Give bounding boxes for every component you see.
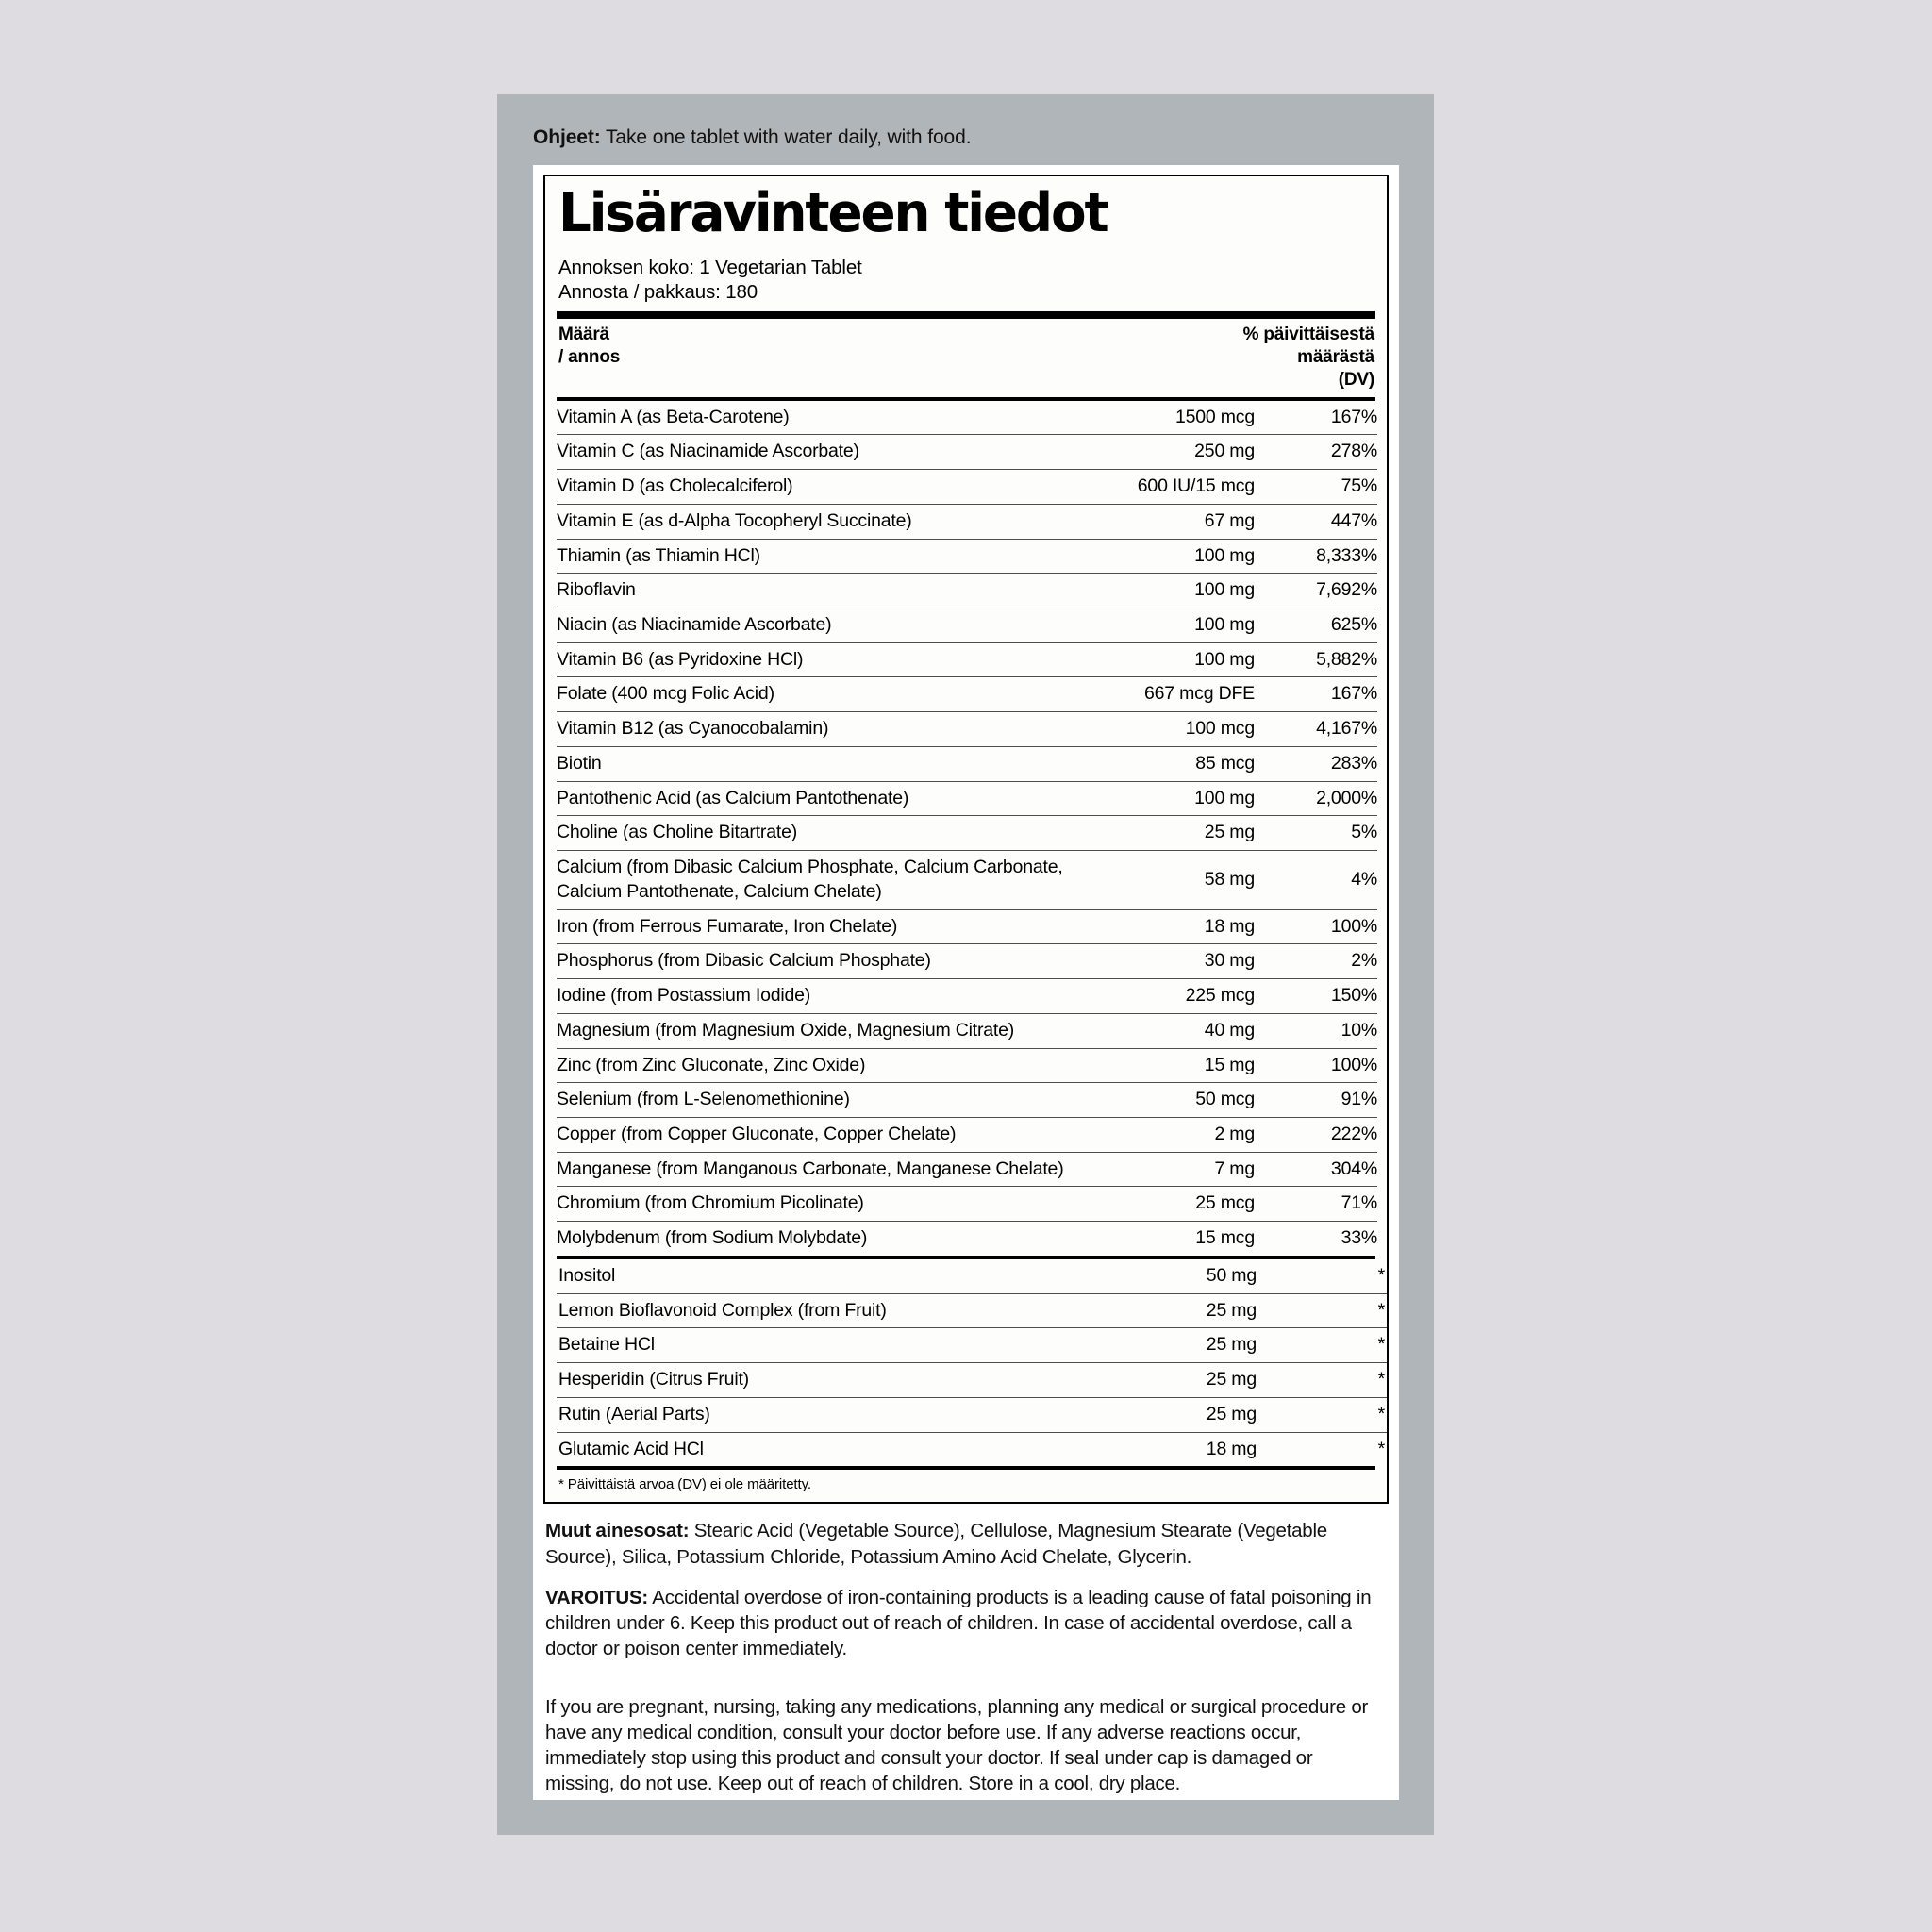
nutrient-name: Iron (from Ferrous Fumarate, Iron Chelate): [557, 909, 1085, 944]
label-card: [497, 94, 1434, 1835]
nutrient-amount: 100 mg: [1085, 608, 1255, 642]
table-row: [557, 504, 1377, 539]
nutrient-amount: 15 mg: [1085, 1048, 1255, 1083]
dv-header-line2: määrästä: [1297, 347, 1374, 368]
nutrient-name: Niacin (as Niacinamide Ascorbate): [557, 608, 1085, 642]
table-row: [557, 1397, 1387, 1432]
table-row: [557, 1013, 1377, 1048]
table-row: [557, 1259, 1387, 1293]
table-row: [557, 979, 1377, 1014]
nutrient-name: Manganese (from Manganous Carbonate, Manganese Chelate): [557, 1152, 1085, 1187]
nutrient-amount: 100 mg: [1085, 574, 1255, 608]
nutrient-name: Lemon Bioflavonoid Complex (from Fruit): [557, 1293, 1087, 1328]
nutrient-daily-value: *: [1262, 1259, 1387, 1293]
other-ingredients-label: Muut ainesosat:: [545, 1520, 690, 1542]
nutrient-amount: 225 mcg: [1085, 979, 1255, 1014]
nutrient-name: Glutamic Acid HCl: [558, 1438, 704, 1459]
nutrient-daily-value: 4,167%: [1255, 712, 1377, 747]
nutrient-daily-value: 33%: [1341, 1227, 1377, 1249]
nutrient-amount: 7 mg: [1085, 1152, 1255, 1187]
nutrient-amount: 600 IU/15 mcg: [1085, 470, 1255, 505]
disclaimer-paragraph: If you are pregnant, nursing, taking any medications, planning any medical or surgical procedure or have any medical condition, consult your doctor before use. If any adverse reactions occur, immediately stop using this product and consult your doctor. If seal under cap is damaged or missing, do not use. Keep out of reach of children. Store in a cool, dry place.: [545, 1695, 1369, 1795]
nutrient-name: Vitamin E (as d-Alpha Tocopheryl Succinate): [557, 504, 1085, 539]
nutrient-amount: 18 mg: [1206, 1438, 1257, 1459]
amount-per-serving-header: [558, 324, 620, 369]
nutrient-daily-value: 2%: [1255, 944, 1377, 979]
table-row: [557, 1363, 1387, 1398]
nutrient-amount: 25 mcg: [1085, 1187, 1255, 1222]
table-row: [557, 574, 1377, 608]
table-row: [557, 470, 1377, 505]
nutrient-name: Riboflavin: [557, 574, 1085, 608]
nutrient-amount: 100 mg: [1085, 781, 1255, 816]
nutrient-name: Betaine HCl: [557, 1328, 1087, 1363]
nutrient-amount: 18 mg: [1085, 909, 1255, 944]
nutrient-daily-value: *: [1262, 1363, 1387, 1398]
table-row: [557, 642, 1377, 677]
daily-value-header: [1243, 324, 1374, 391]
table-row: [557, 1432, 1387, 1466]
table-row: [557, 677, 1377, 712]
nutrient-daily-value: *: [1262, 1397, 1387, 1432]
nutrient-daily-value: 167%: [1255, 401, 1377, 435]
nutrient-name: Vitamin C (as Niacinamide Ascorbate): [557, 435, 1085, 470]
nutrient-name: Rutin (Aerial Parts): [557, 1397, 1087, 1432]
warning-label: VAROITUS:: [545, 1586, 648, 1608]
nutrient-daily-value: 7,692%: [1255, 574, 1377, 608]
nutrient-name: Selenium (from L-Selenomethionine): [557, 1083, 1085, 1118]
nutrient-daily-value: 100%: [1255, 909, 1377, 944]
table-row: [557, 851, 1377, 909]
nutrient-amount: 1500 mcg: [1085, 401, 1255, 435]
table-row: [557, 608, 1377, 642]
table-column-headers: [557, 319, 1375, 396]
nutrient-daily-value: 4%: [1255, 851, 1377, 909]
directions-text: Take one tablet with water daily, with food.: [606, 126, 972, 148]
nutrient-name: Pantothenic Acid (as Calcium Pantothenate): [557, 781, 1085, 816]
table-row: [557, 1222, 1377, 1256]
nutrient-name: Hesperidin (Citrus Fruit): [557, 1363, 1087, 1398]
other-ingredients-text: Stearic Acid (Vegetable Source), Cellulose, Magnesium Stearate (Vegetable Source), Silica, Potassium Chloride, Potassium Amino Acid Chelate, Glycerin.: [545, 1520, 1327, 1568]
nutrient-daily-value: 167%: [1255, 677, 1377, 712]
nutrient-daily-value: 222%: [1255, 1117, 1377, 1152]
servings-per-container: Annosta / pakkaus: 180: [558, 281, 758, 304]
nutrient-name: Zinc (from Zinc Gluconate, Zinc Oxide): [557, 1048, 1085, 1083]
nutrient-daily-value: 75%: [1255, 470, 1377, 505]
nutrient-name: Biotin: [557, 746, 1085, 781]
nutrient-daily-value: 447%: [1255, 504, 1377, 539]
nutrient-amount: 250 mg: [1085, 435, 1255, 470]
nutrient-name: Calcium (from Dibasic Calcium Phosphate, Calcium Carbonate, Calcium Pantothenate, Calcium Chelate): [557, 851, 1085, 909]
table-row: [557, 1293, 1387, 1328]
table-row: [557, 1187, 1377, 1222]
nutrient-name: Vitamin B12 (as Cyanocobalamin): [557, 712, 1085, 747]
nutrient-daily-value: 71%: [1255, 1187, 1377, 1222]
table-row: [557, 712, 1377, 747]
warning-paragraph: [543, 1585, 1389, 1662]
nutrient-daily-value: 2,000%: [1255, 781, 1377, 816]
nutrient-amount: 30 mg: [1085, 944, 1255, 979]
nutrient-name: Folate (400 mcg Folic Acid): [557, 677, 1085, 712]
page-title: Lisäravinteen tiedot: [558, 182, 1108, 244]
warning-text: Accidental overdose of iron-containing products is a leading cause of fatal poisoning in children under 6. Keep this product out of reach of children. In case of accidental overdose, call a doctor or poison center immediately.: [545, 1586, 1372, 1660]
nutrient-amount: 100 mg: [1085, 539, 1255, 574]
table-row: [557, 816, 1377, 851]
nutrient-amount: 67 mg: [1085, 504, 1255, 539]
table-row: [557, 944, 1377, 979]
nutrient-daily-value: *: [1262, 1293, 1387, 1328]
table-row: [557, 401, 1377, 435]
nutrient-amount: 25 mg: [1085, 816, 1255, 851]
nutrient-amount: 25 mg: [1087, 1293, 1262, 1328]
other-ingredients: [543, 1518, 1389, 1570]
supplement-facts-box: [543, 175, 1389, 1504]
nutrient-amount: 15 mcg: [1195, 1227, 1255, 1249]
nutrient-amount: 40 mg: [1085, 1013, 1255, 1048]
divider-thick-top: [557, 311, 1375, 319]
nutrient-daily-value: *: [1377, 1438, 1385, 1459]
nutrient-daily-value: 283%: [1255, 746, 1377, 781]
serving-size: Annoksen koko: 1 Vegetarian Tablet: [558, 256, 862, 278]
nutrient-name: Copper (from Copper Gluconate, Copper Chelate): [557, 1117, 1085, 1152]
dv-header-line1: % päivittäisestä: [1242, 325, 1374, 345]
nutrient-name: Choline (as Choline Bitartrate): [557, 816, 1085, 851]
nutrient-name: Vitamin B6 (as Pyridoxine HCl): [557, 642, 1085, 677]
nutrient-name: Inositol: [557, 1259, 1087, 1293]
table-row: [557, 1117, 1377, 1152]
daily-value-footnote: * Päivittäistä arvoa (DV) ei ole määritetty.: [558, 1476, 811, 1493]
amount-header-line1: Määrä: [558, 325, 609, 345]
nutrient-name: Thiamin (as Thiamin HCl): [557, 539, 1085, 574]
nutrient-amount: 85 mcg: [1085, 746, 1255, 781]
directions-line: [533, 125, 1401, 150]
nutrient-amount: 58 mg: [1085, 851, 1255, 909]
nutrient-amount: 50 mg: [1087, 1259, 1262, 1293]
nutrient-daily-value: 5%: [1255, 816, 1377, 851]
nutrient-daily-value: 625%: [1255, 608, 1377, 642]
nutrient-amount: 25 mg: [1087, 1397, 1262, 1432]
table-row: [557, 781, 1377, 816]
table-row: [557, 1152, 1377, 1187]
table-row: [557, 1048, 1377, 1083]
table-row: [557, 435, 1377, 470]
nutrient-amount: 50 mcg: [1085, 1083, 1255, 1118]
amount-header-line2: / annos: [558, 347, 621, 368]
table-row: [557, 909, 1377, 944]
nutrient-amount: 667 mcg DFE: [1085, 677, 1255, 712]
nutrient-table: [557, 401, 1377, 1256]
table-row: [557, 746, 1377, 781]
nutrient-daily-value: 8,333%: [1255, 539, 1377, 574]
nutrient-name: Phosphorus (from Dibasic Calcium Phosphate): [557, 944, 1085, 979]
nutrient-amount: 25 mg: [1087, 1363, 1262, 1398]
nutrient-name: Vitamin A (as Beta-Carotene): [557, 401, 1085, 435]
nutrient-daily-value: 304%: [1255, 1152, 1377, 1187]
table-row: [557, 1328, 1387, 1363]
nutrient-daily-value: 150%: [1255, 979, 1377, 1014]
nutrient-amount: 25 mg: [1087, 1328, 1262, 1363]
nutrient-amount: 100 mcg: [1085, 712, 1255, 747]
nutrient-daily-value: 278%: [1255, 435, 1377, 470]
nutrient-name: Iodine (from Postassium Iodide): [557, 979, 1085, 1014]
dv-header-line3: (DV): [1338, 369, 1374, 390]
nutrient-name: Vitamin D (as Cholecalciferol): [557, 470, 1085, 505]
nutrient-daily-value: *: [1262, 1328, 1387, 1363]
table-row: [557, 1083, 1377, 1118]
nutrient-daily-value: 91%: [1255, 1083, 1377, 1118]
supplement-label-panel: [533, 165, 1399, 1800]
nutrient-amount: 100 mg: [1085, 642, 1255, 677]
table-row: [557, 539, 1377, 574]
nutrient-table-starred: [557, 1259, 1387, 1466]
nutrient-name: Magnesium (from Magnesium Oxide, Magnesium Citrate): [557, 1013, 1085, 1048]
nutrient-daily-value: 5,882%: [1255, 642, 1377, 677]
nutrient-name: Molybdenum (from Sodium Molybdate): [557, 1227, 868, 1249]
nutrient-name: Chromium (from Chromium Picolinate): [557, 1187, 1085, 1222]
nutrient-daily-value: 100%: [1255, 1048, 1377, 1083]
nutrient-daily-value: 10%: [1255, 1013, 1377, 1048]
nutrient-amount: 2 mg: [1085, 1117, 1255, 1152]
directions-label: Ohjeet:: [533, 126, 601, 148]
